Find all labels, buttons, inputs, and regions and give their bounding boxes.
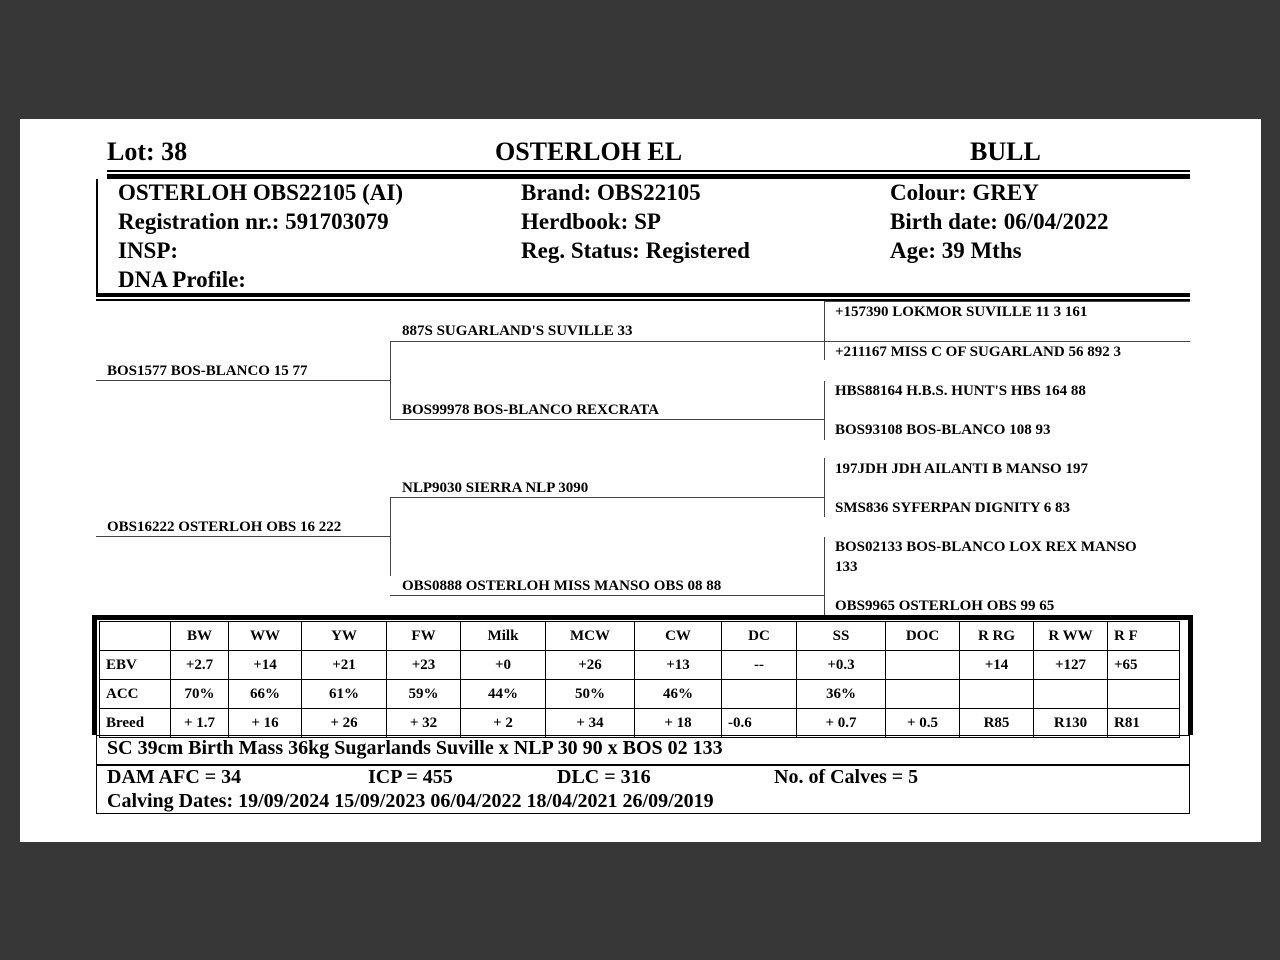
ebv-frame-right: [1188, 615, 1193, 735]
birth-date: Birth date: 06/04/2022: [890, 209, 1109, 234]
registration-number: Registration nr.: 591703079: [118, 209, 389, 234]
pedigree-gg-4: BOS93108 BOS-BLANCO 108 93: [835, 422, 1051, 438]
ebv-cell: +26: [546, 651, 635, 680]
ebv-cell: 46%: [635, 680, 722, 709]
ebv-cell: +127: [1034, 651, 1108, 680]
ebv-row-acc: [100, 680, 1180, 709]
ebv-header-cell: R F: [1108, 622, 1180, 651]
ebv-cell: + 34: [546, 709, 635, 738]
ebv-cell: +14: [229, 651, 302, 680]
ebv-cell: + 1.7: [171, 709, 229, 738]
ebv-cell: +0: [461, 651, 546, 680]
pedigree-gg-2: +211167 MISS C OF SUGARLAND 56 892 3: [835, 344, 1121, 360]
ebv-cell: +2.7: [171, 651, 229, 680]
ebv-cell: [886, 651, 960, 680]
ebv-cell: -0.6: [722, 709, 797, 738]
dam-sire-line: [390, 497, 824, 498]
gg-line-1: [824, 301, 1190, 302]
pedigree-sire-sire: 887S SUGARLAND'S SUVILLE 33: [402, 323, 633, 339]
ebv-cell: + 18: [635, 709, 722, 738]
sire-dam-line: [390, 419, 824, 420]
header-rule-thin: [107, 170, 1190, 172]
ebv-header-row: [100, 622, 1180, 651]
ebv-cell: 50%: [546, 680, 635, 709]
animal-id: OSTERLOH OBS22105 (AI): [118, 180, 403, 205]
pedigree-dam: OBS16222 OSTERLOH OBS 16 222: [107, 519, 342, 535]
age: Age: 39 Mths: [890, 238, 1022, 263]
gg-bracket-1: [824, 301, 825, 360]
animal-type: BULL: [970, 137, 1041, 166]
icp: ICP = 455: [368, 766, 453, 788]
ebv-cell: + 0.5: [886, 709, 960, 738]
ebv-cell: +0.3: [797, 651, 886, 680]
dam-dam-line: [390, 595, 824, 596]
info-rule-thick: [96, 293, 1190, 297]
ebv-header-cell: MCW: [546, 622, 635, 651]
ebv-cell: [722, 680, 797, 709]
ebv-header-cell: CW: [635, 622, 722, 651]
ebv-cell: R85: [960, 709, 1034, 738]
ebv-cell: + 2: [461, 709, 546, 738]
ebv-row-label: ACC: [100, 680, 171, 709]
ebv-row-ebv: [100, 651, 1180, 680]
pedigree-gg-3: HBS88164 H.B.S. HUNT'S HBS 164 88: [835, 383, 1086, 399]
ebv-cell: + 16: [229, 709, 302, 738]
pedigree-gg-5: 197JDH JDH AILANTI B MANSO 197: [835, 461, 1088, 477]
brand: Brand: OBS22105: [521, 180, 701, 205]
ebv-header-cell: BW: [171, 622, 229, 651]
ebv-row-label: Breed: [100, 709, 171, 738]
ebv-header-cell: R WW: [1034, 622, 1108, 651]
herdbook: Herdbook: SP: [521, 209, 661, 234]
ebv-cell: [886, 680, 960, 709]
ebv-header-cell: DC: [722, 622, 797, 651]
gg-bracket-4: [824, 537, 825, 617]
pedigree-sire: BOS1577 BOS-BLANCO 15 77: [107, 363, 308, 379]
ebv-frame-left: [92, 615, 97, 735]
dna-profile-label: DNA Profile:: [118, 267, 246, 292]
ebv-cell: 44%: [461, 680, 546, 709]
ebv-header-cell: R RG: [960, 622, 1034, 651]
ebv-cell: 61%: [302, 680, 387, 709]
calving-dates: Calving Dates: 19/09/2024 15/09/2023 06/04/2022 18/04/2021 26/09/2019: [107, 790, 714, 812]
ebv-cell: R81: [1108, 709, 1180, 738]
pedigree-gg-7-cont: 133: [835, 559, 858, 575]
ebv-cell: +13: [635, 651, 722, 680]
animal-name-title: OSTERLOH EL: [495, 137, 683, 166]
pedigree-dam-dam: OBS0888 OSTERLOH MISS MANSO OBS 08 88: [402, 578, 722, 594]
ebv-header-cell: YW: [302, 622, 387, 651]
pedigree-gg-8: OBS9965 OSTERLOH OBS 99 65: [835, 598, 1055, 614]
pedigree-gg-7: BOS02133 BOS-BLANCO LOX REX MANSO: [835, 539, 1137, 555]
ebv-cell: 70%: [171, 680, 229, 709]
ebv-row-label: EBV: [100, 651, 171, 680]
pedigree-gg-6: SMS836 SYFERPAN DIGNITY 6 83: [835, 500, 1071, 516]
info-left-border: [96, 179, 98, 295]
ebv-cell: + 32: [387, 709, 461, 738]
sire-bracket: [390, 341, 391, 420]
pedigree-sire-dam: BOS99978 BOS-BLANCO REXCRATA: [402, 402, 659, 418]
notes-text: SC 39cm Birth Mass 36kg Sugarlands Suville x NLP 30 90 x BOS 02 133: [107, 737, 723, 759]
sire-sire-line: [390, 341, 824, 342]
ebv-cell: [960, 680, 1034, 709]
ebv-cell: + 26: [302, 709, 387, 738]
ebv-row-breed: [100, 709, 1180, 738]
dam-afc: DAM AFC = 34: [107, 766, 242, 788]
ebv-cell: [1108, 680, 1180, 709]
ebv-cell: + 0.7: [797, 709, 886, 738]
ebv-table: [99, 621, 1180, 738]
pedigree-gg-1: +157390 LOKMOR SUVILLE 11 3 161: [835, 304, 1088, 320]
ebv-cell: 59%: [387, 680, 461, 709]
dlc: DLC = 316: [557, 766, 651, 788]
ebv-header-cell: FW: [387, 622, 461, 651]
insp-label: INSP:: [118, 238, 179, 263]
dam-bracket: [390, 497, 391, 576]
no-of-calves: No. of Calves = 5: [774, 766, 919, 788]
ebv-header-cell: DOC: [886, 622, 960, 651]
gg-bracket-3: [824, 458, 825, 517]
dam-line: [96, 536, 390, 537]
lot-number: Lot: 38: [107, 137, 188, 166]
sire-line: [96, 380, 390, 381]
ebv-cell: +14: [960, 651, 1034, 680]
ebv-cell: +65: [1108, 651, 1180, 680]
ebv-header-cell: WW: [229, 622, 302, 651]
ebv-cell: +21: [302, 651, 387, 680]
ebv-cell: 36%: [797, 680, 886, 709]
pedigree-dam-sire: NLP9030 SIERRA NLP 3090: [402, 480, 589, 496]
gg-bracket-2: [824, 381, 825, 440]
ebv-cell: 66%: [229, 680, 302, 709]
colour: Colour: GREY: [890, 180, 1039, 205]
reg-status: Reg. Status: Registered: [521, 238, 750, 263]
ebv-cell: --: [722, 651, 797, 680]
ebv-cell: [1034, 680, 1108, 709]
ebv-cell: +23: [387, 651, 461, 680]
ebv-cell: R130: [1034, 709, 1108, 738]
header-rule-thick: [107, 174, 1190, 179]
ebv-header-cell: [100, 622, 171, 651]
catalogue-sheet: [20, 119, 1261, 842]
gg-line-2: [824, 341, 1190, 342]
ebv-header-cell: SS: [797, 622, 886, 651]
ebv-frame-top: [92, 615, 1193, 620]
ebv-header-cell: Milk: [461, 622, 546, 651]
